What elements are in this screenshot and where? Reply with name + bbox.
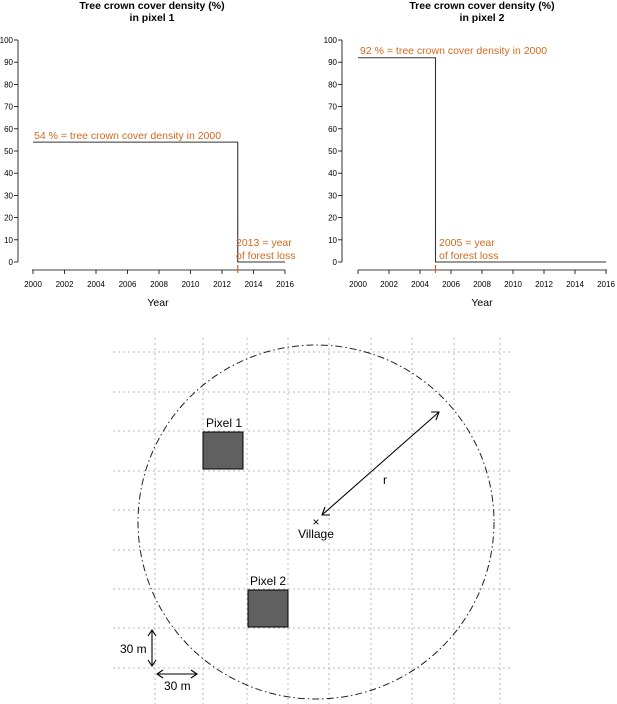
chart1-y-tick-label: 90 bbox=[4, 58, 13, 68]
chart1-x-tick-label: 2012 bbox=[213, 280, 231, 289]
cell-width-label: 30 m bbox=[164, 679, 191, 693]
radius-label: r bbox=[383, 473, 387, 487]
chart1-y-tick-label: 0 bbox=[8, 258, 13, 267]
chart1-x-tick-label: 2008 bbox=[150, 280, 168, 289]
chart1-y-tick-label: 50 bbox=[4, 147, 13, 156]
chart1-loss-annotation-line2: of forest loss bbox=[236, 250, 296, 262]
chart2-density-annotation: 92 % = tree crown cover density in 2000 bbox=[360, 45, 548, 57]
chart2-y-tick-label: 60 bbox=[328, 124, 337, 134]
chart2-loss-annotation-line2: of forest loss bbox=[439, 250, 499, 262]
chart1-x-tick-label: 2014 bbox=[244, 280, 263, 289]
pixel-2-label: Pixel 2 bbox=[249, 574, 287, 588]
chart1-x-tick-label: 2000 bbox=[24, 280, 42, 289]
chart1-y-tick-label: 10 bbox=[4, 235, 13, 245]
chart1-x-tick-label: 2006 bbox=[118, 280, 137, 289]
pixel-1-label: Pixel 1 bbox=[205, 416, 243, 430]
chart1-density-annotation: 54 % = tree crown cover density in 2000 bbox=[34, 130, 222, 142]
chart1-x-tick-label: 2002 bbox=[55, 280, 74, 289]
chart2-title-line1: Tree crown cover density (%) bbox=[409, 0, 555, 12]
chart2-y-tick-label: 20 bbox=[328, 213, 337, 223]
chart2-x-tick-label: 2008 bbox=[473, 280, 491, 289]
chart2-y-tick-label: 50 bbox=[328, 147, 337, 156]
chart2-y-tick-label: 100 bbox=[323, 36, 337, 45]
pixel-1-cell bbox=[203, 432, 243, 469]
chart1-y-tick-label: 70 bbox=[4, 102, 13, 112]
chart2-y-tick-label: 0 bbox=[332, 258, 337, 267]
chart2-x-tick-label: 2010 bbox=[504, 280, 522, 289]
chart2-series-line bbox=[358, 58, 606, 262]
chart2-y-tick-label: 10 bbox=[328, 235, 337, 245]
cell-height-label: 30 m bbox=[120, 642, 147, 656]
chart1-title-line2: in pixel 1 bbox=[129, 12, 175, 24]
chart1-y-tick-label: 40 bbox=[4, 169, 13, 179]
chart1-y-tick-label: 30 bbox=[4, 191, 13, 201]
chart1-y-tick-label: 60 bbox=[4, 124, 13, 134]
chart2-x-tick-label: 2016 bbox=[597, 280, 615, 289]
chart2-x-tick-label: 2012 bbox=[535, 280, 553, 289]
chart2-y-tick-label: 70 bbox=[328, 102, 337, 112]
radius-arrow-icon bbox=[322, 412, 439, 515]
village-marker-icon: × bbox=[312, 515, 320, 529]
chart2-y-tick-label: 80 bbox=[328, 80, 337, 90]
chart1-y-tick-label: 80 bbox=[4, 80, 13, 90]
chart2-y-tick-label: 40 bbox=[328, 169, 337, 179]
village-label: Village bbox=[298, 527, 334, 541]
chart1-x-axis-label: Year bbox=[147, 297, 169, 309]
chart2-x-axis-label: Year bbox=[471, 297, 493, 309]
chart-pixel-2 bbox=[324, 0, 616, 309]
chart1-x-tick-label: 2010 bbox=[181, 280, 200, 289]
chart2-y-tick-label: 30 bbox=[328, 191, 337, 201]
chart2-x-tick-label: 2002 bbox=[380, 280, 398, 289]
chart1-x-tick-label: 2016 bbox=[276, 280, 294, 289]
chart2-x-tick-label: 2014 bbox=[566, 280, 584, 289]
chart2-y-tick-label: 90 bbox=[328, 58, 337, 68]
cell-width-arrow-icon bbox=[157, 670, 197, 678]
village-buffer-map bbox=[113, 338, 510, 704]
chart2-loss-annotation-line1: 2005 = year bbox=[439, 237, 495, 249]
chart2-x-tick-label: 2000 bbox=[349, 280, 367, 289]
chart1-title-line1: Tree crown cover density (%) bbox=[79, 0, 225, 12]
chart-pixel-1 bbox=[0, 0, 296, 309]
chart1-loss-annotation-line1: 2013 = year bbox=[236, 237, 292, 249]
chart2-x-tick-label: 2006 bbox=[442, 280, 460, 289]
pixel-2-cell bbox=[248, 590, 288, 627]
chart1-y-tick-label: 100 bbox=[0, 36, 13, 45]
chart2-title-line2: in pixel 2 bbox=[459, 12, 505, 24]
chart1-y-tick-label: 20 bbox=[4, 213, 13, 223]
chart1-x-tick-label: 2004 bbox=[87, 280, 105, 289]
chart2-x-tick-label: 2004 bbox=[411, 280, 429, 289]
